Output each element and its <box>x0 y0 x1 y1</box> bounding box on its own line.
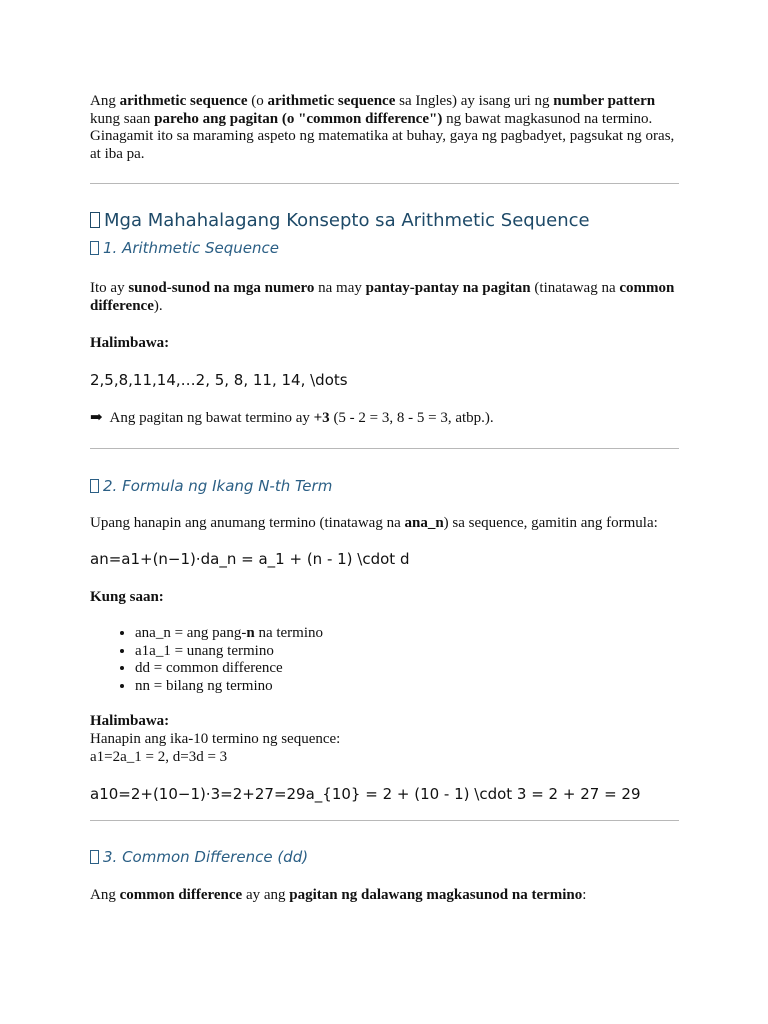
s1-bold: sunod-sunod na mga numero <box>128 280 315 297</box>
divider <box>90 448 679 449</box>
document-body <box>90 93 679 905</box>
intro-bold: arithmetic sequence <box>267 93 396 109</box>
intro-paragraph <box>90 93 679 163</box>
right-arrow-icon: ➡ <box>90 410 103 427</box>
s3-bold: common difference <box>119 887 243 904</box>
s3-text: Ang <box>90 887 120 904</box>
main-heading-text: Mga Mahahalagang Konsepto sa Arithmetic Sequence <box>104 210 590 232</box>
s1-text: (tinatawag na <box>530 280 620 297</box>
s1-note-text: Ang pagitan ng bawat termino ay <box>106 410 314 427</box>
list-item: • dd = common difference <box>135 660 679 678</box>
s3-bold: pagitan ng dalawang magkasunod na termino <box>289 887 583 904</box>
s1-heading-text: 1. Arithmetic Sequence <box>103 239 279 258</box>
s3-paragraph <box>90 887 679 905</box>
s1-note-bold: +3 <box>313 410 330 427</box>
divider <box>90 183 679 184</box>
s1-text: Ito ay <box>90 280 129 297</box>
main-section-heading <box>90 210 679 232</box>
example-label: Halimbawa: <box>90 713 170 730</box>
example-line: a1=2a_1 = 2, d=3d = 3 <box>90 748 228 765</box>
list-item <box>135 625 679 643</box>
divider <box>90 820 679 821</box>
s1-heading <box>90 239 679 257</box>
list-item-text: na termino <box>254 624 324 641</box>
s3-heading <box>90 848 679 866</box>
s2-text: ) sa sequence, gamitin ang formula: <box>443 514 658 531</box>
s1-text: na may <box>314 280 366 297</box>
s1-example-math: 2,5,8,11,14,…2, 5, 8, 11, 14, \dots <box>90 371 348 390</box>
list-item: • a1a_1 = unang termino <box>135 643 679 661</box>
s3-text: : <box>582 887 587 904</box>
missing-glyph-icon <box>90 241 99 255</box>
s1-note-text: (5 - 2 = 3, 8 - 5 = 3, atbp.). <box>329 410 494 427</box>
s1-text: ). <box>153 297 163 314</box>
s2-paragraph <box>90 515 679 533</box>
missing-glyph-icon <box>90 850 99 864</box>
s1-paragraph <box>90 280 679 315</box>
s3-heading-text: 3. Common Difference (dd) <box>103 848 309 867</box>
s2-text: Upang hanapin ang anumang termino (tinatawag na <box>90 514 405 531</box>
intro-text: kung saan <box>90 110 155 127</box>
intro-text: Ang <box>90 93 120 109</box>
intro-text: ng bawat magkasunod na termino. Ginagamit ito sa maraming aspeto ng matematika at buhay, gaya ng pagbadyet, pagsukat ng oras, at iba pa. <box>90 110 675 162</box>
intro-text: sa Ingles) ay isang uri ng <box>395 93 554 109</box>
s1-bold: common difference <box>90 280 675 314</box>
s2-variable-list <box>90 625 679 695</box>
intro-text: (o <box>247 93 268 109</box>
s2-formula: an=a1+(n−1)⋅da_n = a_1 + (n - 1) \cdot d <box>90 550 410 569</box>
s1-bold: pantay-pantay na pagitan <box>365 280 531 297</box>
intro-bold: number pattern <box>553 93 656 109</box>
s2-heading <box>90 477 679 495</box>
example-line: Hanapin ang ika-10 termino ng sequence: <box>90 730 341 747</box>
s2-where-label <box>90 589 679 607</box>
s2-example <box>90 713 679 766</box>
s3-text: ay ang <box>242 887 290 904</box>
s1-example-label <box>90 335 679 353</box>
intro-bold: arithmetic sequence <box>119 93 248 109</box>
list-item: • nn = bilang ng termino <box>135 678 679 696</box>
s2-heading-text: 2. Formula ng Ikang N-th Term <box>103 476 333 495</box>
list-item-bold: n <box>246 624 255 641</box>
s1-note <box>90 410 679 428</box>
example-label: Halimbawa: <box>90 334 170 351</box>
missing-glyph-icon <box>90 212 100 228</box>
list-item-text: ana_n = ang pang- <box>135 624 247 641</box>
missing-glyph-icon <box>90 479 99 493</box>
where-label: Kung saan: <box>90 589 164 606</box>
intro-bold: pareho ang pagitan (o "common difference") <box>154 110 443 127</box>
s2-example-math: a10=2+(10−1)⋅3=2+27=29a_{10} = 2 + (10 - 1) \cdot 3 = 2 + 27 = 29 <box>90 785 641 804</box>
s2-bold: ana_n <box>404 514 444 531</box>
